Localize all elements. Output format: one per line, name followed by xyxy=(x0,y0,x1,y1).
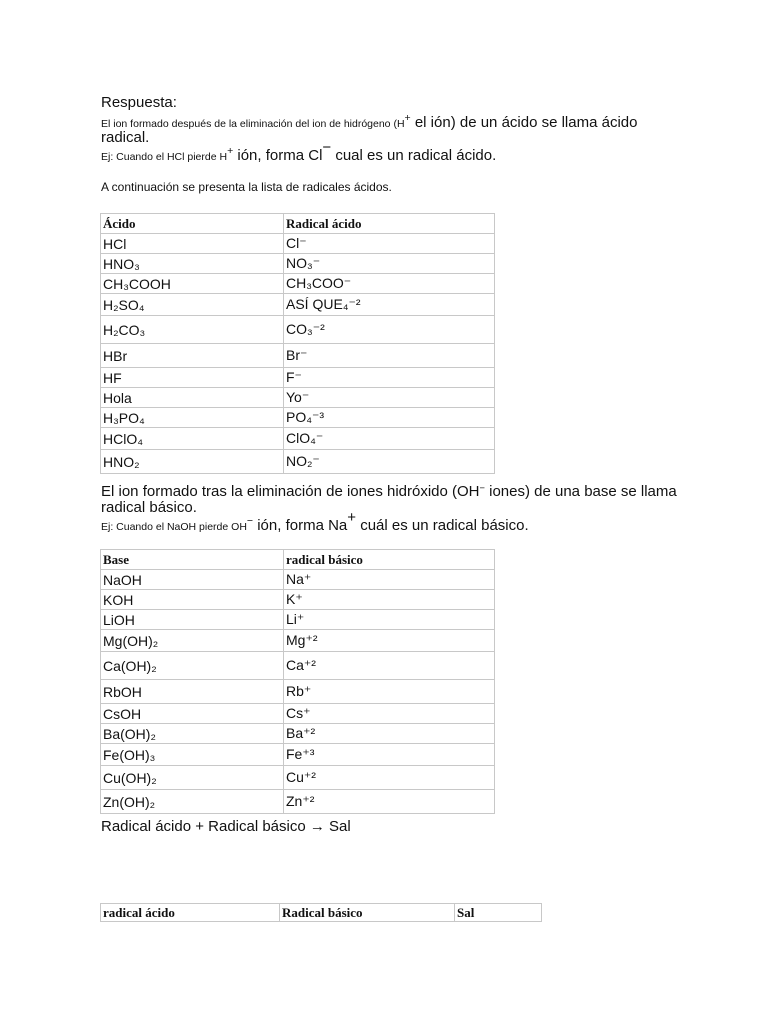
base-cell: Zn(OH)₂ xyxy=(101,790,284,814)
radical-cell: K⁺ xyxy=(284,590,495,610)
table-row xyxy=(101,450,495,474)
acid-example xyxy=(101,138,497,165)
table-row xyxy=(101,408,495,428)
table-row xyxy=(101,704,495,724)
base-cell: Mg(OH)₂ xyxy=(101,630,284,652)
base-example-big-b: cuál es un radical básico. xyxy=(356,517,529,534)
table-row xyxy=(101,274,495,294)
acid-radical-definition-line2: radical. xyxy=(101,129,150,146)
radical-cell: Br⁻ xyxy=(284,344,495,368)
base-radical-table xyxy=(100,549,495,814)
acid-cell: HNO₃ xyxy=(101,254,284,274)
table-row xyxy=(101,316,495,344)
salt-table-header-row xyxy=(101,904,542,922)
radical-cell: Cs⁺ xyxy=(284,704,495,724)
acid-example-big-a: ión, forma Cl xyxy=(233,147,323,164)
acid-list-intro: A continuación se presenta la lista de radicales ácidos. xyxy=(101,180,392,194)
base-example-sup: − xyxy=(246,515,254,528)
radical-cell: Li⁺ xyxy=(284,610,495,630)
radical-cell: ASÍ QUE₄⁻² xyxy=(284,294,495,316)
table-row xyxy=(101,388,495,408)
acid-cell: Hola xyxy=(101,388,284,408)
radical-cell: Ca⁺² xyxy=(284,652,495,680)
acid-radical-definition xyxy=(101,114,637,132)
table-row xyxy=(101,652,495,680)
table-row xyxy=(101,630,495,652)
acid-table-header-row xyxy=(101,214,495,234)
base-cell: RbOH xyxy=(101,680,284,704)
base-cell: CsOH xyxy=(101,704,284,724)
table-row xyxy=(101,744,495,766)
table-row xyxy=(101,610,495,630)
acid-cell: HBr xyxy=(101,344,284,368)
salt-header-acid-radical: radical ácido xyxy=(101,904,280,922)
table-row xyxy=(101,234,495,254)
radical-cell: Cu⁺² xyxy=(284,766,495,790)
definition-sup: + xyxy=(404,112,411,125)
base-example-sup2: + xyxy=(347,508,357,526)
table-row xyxy=(101,428,495,450)
table-row xyxy=(101,344,495,368)
base-example-small: Ej: Cuando el NaOH pierde OH xyxy=(101,521,247,533)
radical-cell: NO₃⁻ xyxy=(284,254,495,274)
radical-cell: Ba⁺² xyxy=(284,724,495,744)
base-header-base: Base xyxy=(101,550,284,570)
radical-cell: Cl⁻ xyxy=(284,234,495,254)
definition-big-text: el ión) de un ácido se llama ácido xyxy=(410,114,638,131)
radical-cell: Zn⁺² xyxy=(284,790,495,814)
base-cell: LiOH xyxy=(101,610,284,630)
base-example-big-a: ión, forma Na xyxy=(253,517,348,534)
radical-cell: F⁻ xyxy=(284,368,495,388)
base-cell: Cu(OH)₂ xyxy=(101,766,284,790)
salt-header-salt: Sal xyxy=(455,904,542,922)
base-example xyxy=(101,508,529,535)
radical-cell: PO₄⁻³ xyxy=(284,408,495,428)
radical-cell: NO₂⁻ xyxy=(284,450,495,474)
base-definition-a: El ion formado tras la eliminación de iones hidróxido (OH xyxy=(101,483,480,500)
acid-header-acid: Ácido xyxy=(101,214,284,234)
base-cell: Ba(OH)₂ xyxy=(101,724,284,744)
acid-example-sup: + xyxy=(227,145,234,158)
radical-cell: Fe⁺³ xyxy=(284,744,495,766)
table-row xyxy=(101,790,495,814)
table-row xyxy=(101,368,495,388)
salt-table xyxy=(100,903,542,922)
table-row xyxy=(101,254,495,274)
base-cell: KOH xyxy=(101,590,284,610)
base-definition-sup: − xyxy=(479,482,485,493)
radical-cell: Rb⁺ xyxy=(284,680,495,704)
definition-small-text: El ion formado después de la eliminación del ion de hidrógeno (H xyxy=(101,118,405,130)
radical-cell: CO₃⁻² xyxy=(284,316,495,344)
salt-equation: Radical ácido + Radical básico → Sal xyxy=(101,818,351,835)
acid-cell: H₃PO₄ xyxy=(101,408,284,428)
base-header-radical: radical básico xyxy=(284,550,495,570)
table-row xyxy=(101,590,495,610)
table-row xyxy=(101,724,495,744)
acid-cell: HCl xyxy=(101,234,284,254)
salt-header-basic-radical: Radical básico xyxy=(280,904,455,922)
acid-example-big-b: cual es un radical ácido. xyxy=(331,147,497,164)
base-cell: Fe(OH)₃ xyxy=(101,744,284,766)
acid-cell: H₂CO₃ xyxy=(101,316,284,344)
table-row xyxy=(101,766,495,790)
acid-cell: HF xyxy=(101,368,284,388)
radical-cell: ClO₄⁻ xyxy=(284,428,495,450)
table-row xyxy=(101,294,495,316)
acid-example-small: Ej: Cuando el HCl pierde H xyxy=(101,151,228,163)
radical-cell: Yo⁻ xyxy=(284,388,495,408)
acid-radical-table xyxy=(100,213,495,474)
acid-example-sup2: − xyxy=(322,138,332,156)
acid-cell: H₂SO₄ xyxy=(101,294,284,316)
acid-header-radical: Radical ácido xyxy=(284,214,495,234)
table-row xyxy=(101,680,495,704)
base-radical-definition-line2: radical básico. xyxy=(101,499,197,516)
base-definition-b: iones) de una base se llama xyxy=(484,483,677,500)
radical-cell: CH₃COO⁻ xyxy=(284,274,495,294)
radical-cell: Na⁺ xyxy=(284,570,495,590)
table-row xyxy=(101,570,495,590)
acid-cell: HNO₂ xyxy=(101,450,284,474)
base-table-header-row xyxy=(101,550,495,570)
radical-cell: Mg⁺² xyxy=(284,630,495,652)
base-cell: Ca(OH)₂ xyxy=(101,652,284,680)
acid-cell: CH₃COOH xyxy=(101,274,284,294)
acid-cell: HClO₄ xyxy=(101,428,284,450)
answer-heading: Respuesta: xyxy=(101,94,177,111)
base-cell: NaOH xyxy=(101,570,284,590)
